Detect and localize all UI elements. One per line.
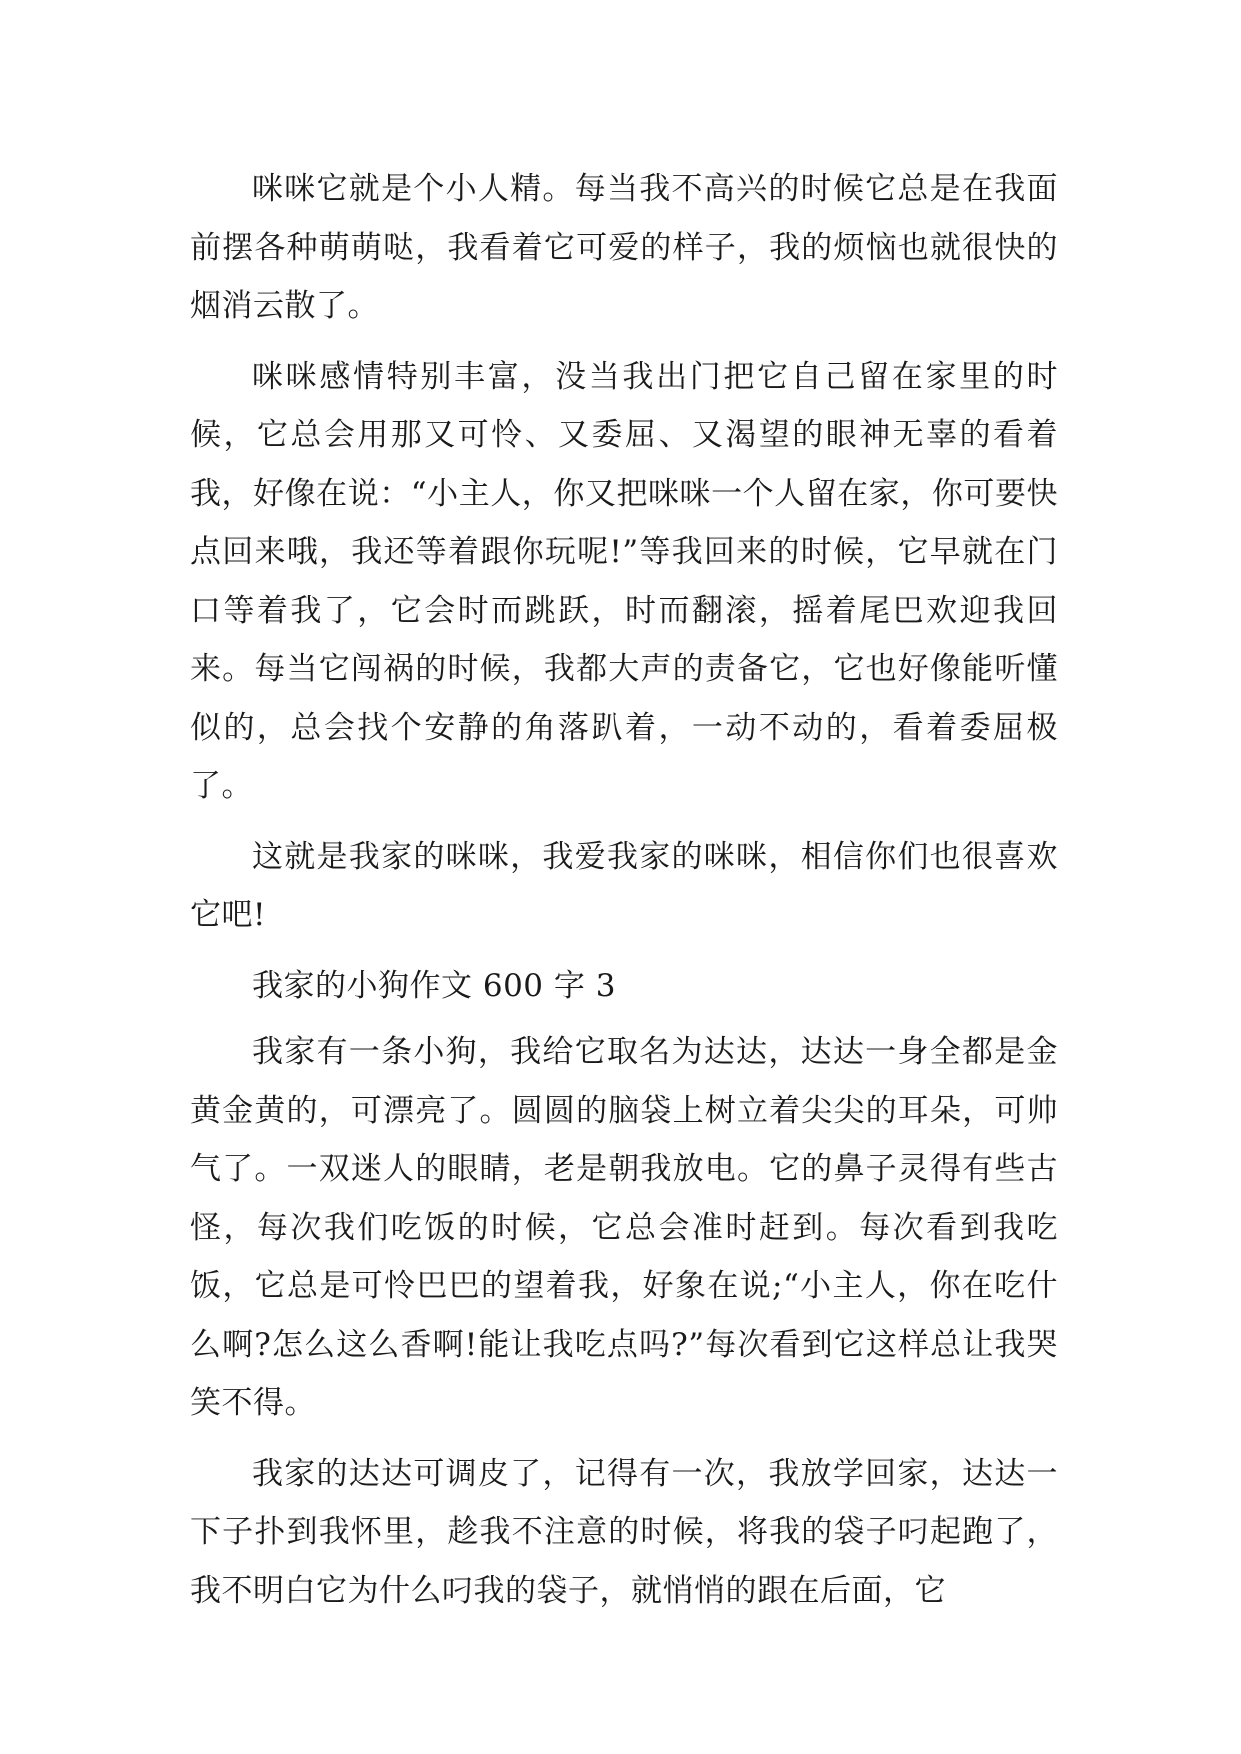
paragraph-cat-emotions: 咪咪感情特别丰富，没当我出门把它自己留在家里的时候，它总会用那又可怜、又委屈、又渴望的眼神无辜的看着我，好像在说：“小主人，你又把咪咪一个人留在家，你可要快点回来哦，我还等着跟你玩呢!”等我回来的时候，它早就在门口等着我了，它会时而跳跃，时而翻滚，摇着尾巴欢迎我回来。每当它闯祸的时候，我都大声的责备它，它也好像能听懂似的，总会找个安静的角落趴着，一动不动的，看着委屈极了。 (190, 358, 1058, 804)
paragraph-cat-personality: 咪咪它就是个小人精。每当我不高兴的时候它总是在我面前摆各种萌萌哒，我看着它可爱的样子，我的烦恼也就很快的烟消云散了。 (190, 171, 1058, 324)
document-body (190, 160, 1058, 1632)
section-title: 我家的小狗作文 600 字 3 (252, 967, 616, 1004)
paragraph-dog-description: 我家有一条小狗，我给它取名为达达，达达一身全都是金黄金黄的，可漂亮了。圆圆的脑袋上树立着尖尖的耳朵，可帅气了。一双迷人的眼睛，老是朝我放电。它的鼻子灵得有些古怪，每次我们吃饭的时候，它总会准时赶到。每次看到我吃饭，它总是可怜巴巴的望着我，好象在说;“小主人，你在吃什么啊?怎么这么香啊!能让我吃点吗?”每次看到它这样总让我哭笑不得。 (190, 1034, 1058, 1421)
paragraph-dog-naughty: 我家的达达可调皮了，记得有一次，我放学回家，达达一下子扑到我怀里，趁我不注意的时候，将我的袋子叼起跑了，我不明白它为什么叼我的袋子，就悄悄的跟在后面，它 (190, 1455, 1058, 1609)
paragraph-cat-conclusion: 这就是我家的咪咪，我爱我家的咪咪，相信你们也很喜欢它吧! (190, 838, 1058, 933)
